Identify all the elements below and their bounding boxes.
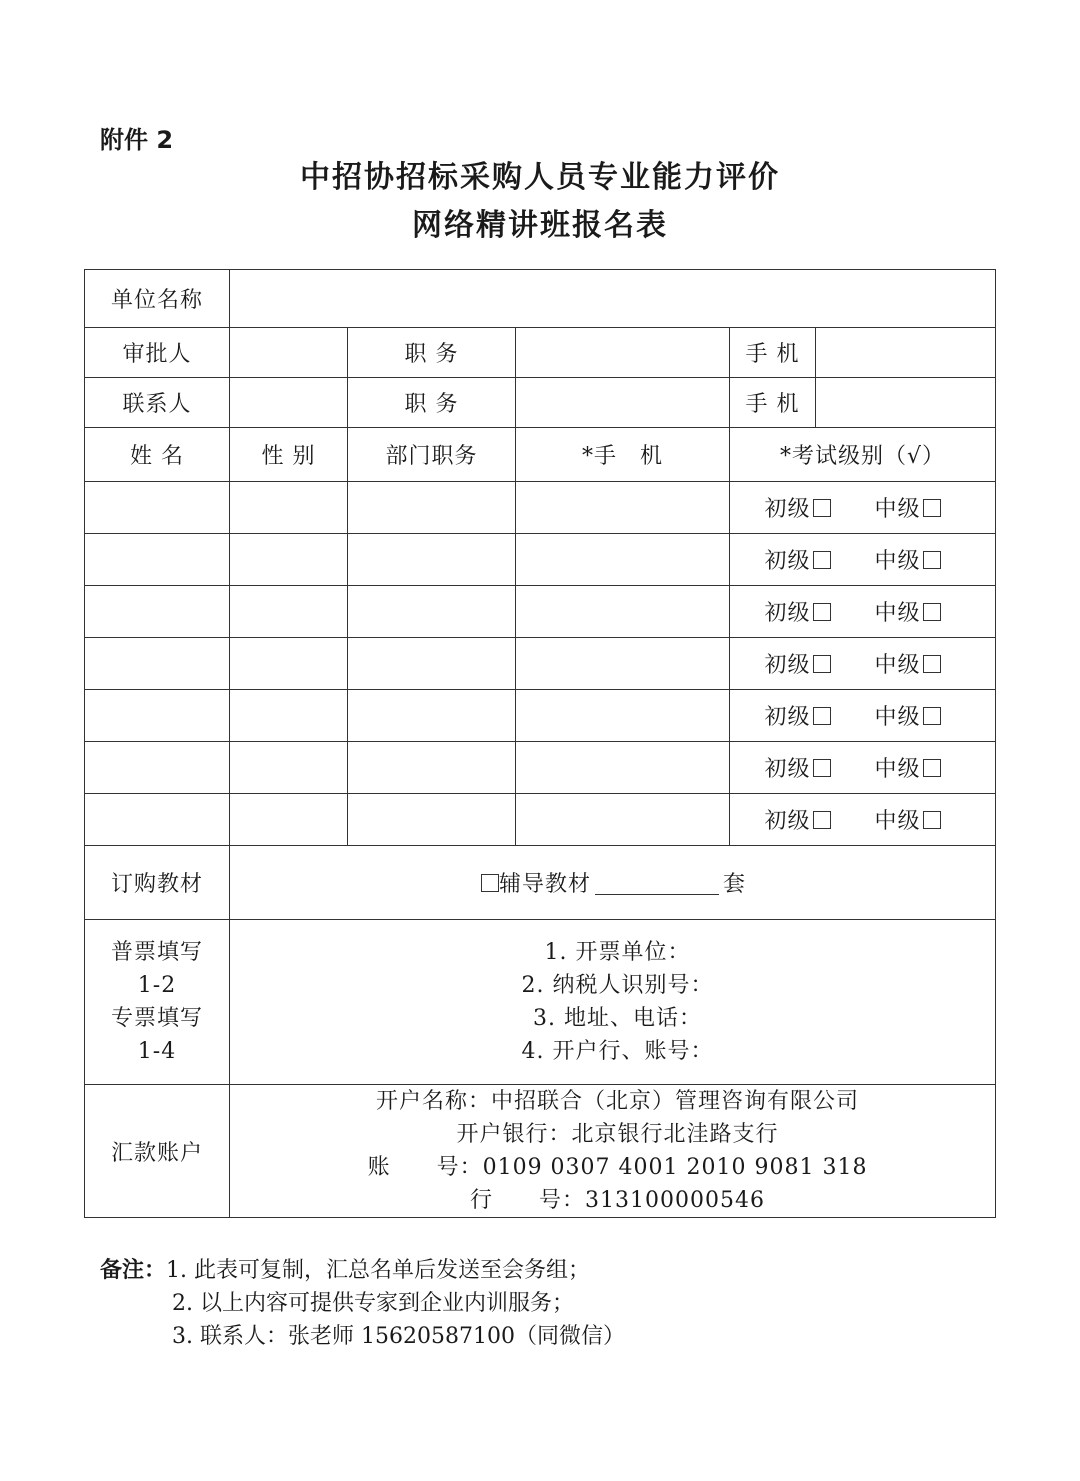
materials-item: 辅导教材 [499, 872, 592, 897]
participant-mobile-field[interactable] [516, 690, 730, 742]
participant-name-field[interactable] [85, 690, 230, 742]
invoice-label-line: 普票填写 [110, 940, 203, 965]
bank-code-label: 行 号： [470, 1188, 586, 1213]
notes [100, 1254, 625, 1353]
level-middle-label: 中级 [874, 653, 921, 678]
participant-mobile-field[interactable] [516, 534, 730, 586]
exam-level-options [730, 534, 996, 586]
note-item: 3. 联系人：张老师 15620587100（同微信） [172, 1324, 625, 1349]
level-middle-checkbox[interactable] [923, 811, 941, 829]
level-primary-option[interactable] [765, 492, 875, 523]
participant-gender-field[interactable] [230, 482, 348, 534]
level-middle-option[interactable] [875, 804, 961, 835]
invoice-item: 4. 开户行、账号： [521, 1039, 714, 1064]
exam-level-options [730, 482, 996, 534]
approver-position-label: 职 务 [348, 328, 516, 378]
participant-row [85, 482, 996, 534]
participant-row [85, 534, 996, 586]
invoice-label-line: 1-2 [137, 973, 177, 998]
header-mobile: *手 机 [516, 428, 730, 482]
participant-dept-position-field[interactable] [348, 534, 516, 586]
materials-cell [230, 846, 996, 920]
invoice-info-cell[interactable] [230, 920, 996, 1085]
account-bank: 开户银行：北京银行北洼路支行 [456, 1122, 779, 1147]
contact-label: 联系人 [85, 378, 230, 428]
exam-level-options [730, 690, 996, 742]
participant-gender-field[interactable] [230, 586, 348, 638]
participant-mobile-field[interactable] [516, 586, 730, 638]
attachment-label: 附件 2 [100, 126, 174, 154]
level-primary-checkbox[interactable] [813, 603, 831, 621]
invoice-item: 2. 纳税人识别号： [521, 973, 714, 998]
level-primary-checkbox[interactable] [813, 551, 831, 569]
invoice-label-line: 1-4 [137, 1039, 177, 1064]
level-primary-label: 初级 [764, 653, 811, 678]
invoice-item: 3. 地址、电话： [533, 1006, 703, 1031]
participant-gender-field[interactable] [230, 742, 348, 794]
participant-name-field[interactable] [85, 586, 230, 638]
note-item: 1. 此表可复制，汇总名单后发送至会务组； [166, 1258, 591, 1283]
header-name: 姓 名 [85, 428, 230, 482]
form-title-line-1: 中招协招标采购人员专业能力评价 [300, 160, 780, 195]
participant-gender-field[interactable] [230, 794, 348, 846]
level-primary-checkbox[interactable] [813, 499, 831, 517]
level-primary-option[interactable] [765, 804, 875, 835]
level-middle-checkbox[interactable] [923, 551, 941, 569]
participant-dept-position-field[interactable] [348, 794, 516, 846]
registration-form-table [84, 269, 996, 1218]
header-exam-level: *考试级别（√） [730, 428, 996, 482]
contact-field[interactable] [230, 378, 348, 428]
level-primary-checkbox[interactable] [813, 811, 831, 829]
materials-checkbox[interactable] [481, 874, 499, 892]
exam-level-options [730, 794, 996, 846]
level-primary-checkbox[interactable] [813, 707, 831, 725]
participant-row [85, 586, 996, 638]
level-middle-checkbox[interactable] [923, 655, 941, 673]
account-number-label: 账 号： [367, 1155, 483, 1180]
level-primary-checkbox[interactable] [813, 655, 831, 673]
level-middle-option[interactable] [875, 752, 961, 783]
level-middle-option[interactable] [875, 596, 961, 627]
approver-mobile-field[interactable] [816, 328, 996, 378]
note-line [100, 1254, 625, 1287]
level-primary-checkbox[interactable] [813, 759, 831, 777]
participant-mobile-field[interactable] [516, 482, 730, 534]
approver-mobile-label: 手 机 [730, 328, 816, 378]
level-middle-label: 中级 [874, 497, 921, 522]
remit-account-label: 汇款账户 [85, 1085, 230, 1218]
level-middle-label: 中级 [874, 705, 921, 730]
approver-field[interactable] [230, 328, 348, 378]
level-primary-label: 初级 [764, 705, 811, 730]
bank-code-line [240, 1184, 995, 1217]
level-middle-checkbox[interactable] [923, 707, 941, 725]
participant-name-field[interactable] [85, 638, 230, 690]
bank-code: 313100000546 [585, 1188, 766, 1213]
exam-level-options [730, 586, 996, 638]
invoice-label [85, 920, 230, 1085]
approver-position-field[interactable] [516, 328, 730, 378]
form-title-line-2: 网络精讲班报名表 [412, 208, 668, 243]
remit-account-cell [230, 1085, 996, 1218]
level-primary-label: 初级 [764, 497, 811, 522]
level-middle-label: 中级 [874, 809, 921, 834]
level-middle-label: 中级 [874, 549, 921, 574]
approver-label: 审批人 [85, 328, 230, 378]
level-middle-checkbox[interactable] [923, 759, 941, 777]
level-middle-checkbox[interactable] [923, 499, 941, 517]
level-middle-label: 中级 [874, 601, 921, 626]
materials-label: 订购教材 [85, 846, 230, 920]
level-primary-option[interactable] [765, 752, 875, 783]
materials-unit: 套 [723, 872, 747, 897]
contact-mobile-label: 手 机 [730, 378, 816, 428]
notes-label: 备注： [100, 1258, 167, 1283]
level-primary-option[interactable] [765, 700, 875, 731]
contact-position-label: 职 务 [348, 378, 516, 428]
note-item: 2. 以上内容可提供专家到企业内训服务； [172, 1291, 574, 1316]
participant-row [85, 794, 996, 846]
participant-gender-field[interactable] [230, 534, 348, 586]
account-name: 开户名称：中招联合（北京）管理咨询有限公司 [376, 1089, 860, 1114]
account-number-line [240, 1151, 995, 1184]
participant-mobile-field[interactable] [516, 742, 730, 794]
level-middle-option[interactable] [875, 648, 961, 679]
contact-position-field[interactable] [516, 378, 730, 428]
participant-dept-position-field[interactable] [348, 586, 516, 638]
contact-mobile-field[interactable] [816, 378, 996, 428]
participant-dept-position-field[interactable] [348, 482, 516, 534]
participant-rows [85, 482, 996, 846]
header-dept-position: 部门职务 [348, 428, 516, 482]
participant-name-field[interactable] [85, 794, 230, 846]
materials-quantity-line[interactable] [595, 894, 719, 895]
level-primary-label: 初级 [764, 809, 811, 834]
level-primary-label: 初级 [764, 549, 811, 574]
level-middle-option[interactable] [875, 544, 961, 575]
level-primary-option[interactable] [765, 596, 875, 627]
level-primary-label: 初级 [764, 757, 811, 782]
account-number: 0109 0307 4001 2010 9081 318 [482, 1155, 868, 1180]
participant-gender-field[interactable] [230, 690, 348, 742]
exam-level-options [730, 742, 996, 794]
level-middle-label: 中级 [874, 757, 921, 782]
participant-name-field[interactable] [85, 534, 230, 586]
level-primary-option[interactable] [765, 648, 875, 679]
invoice-label-line: 专票填写 [110, 1006, 203, 1031]
participant-dept-position-field[interactable] [348, 638, 516, 690]
participant-dept-position-field[interactable] [348, 690, 516, 742]
participant-row [85, 690, 996, 742]
unit-name-field[interactable] [230, 270, 996, 328]
level-primary-option[interactable] [765, 544, 875, 575]
participant-mobile-field[interactable] [516, 638, 730, 690]
participant-mobile-field[interactable] [516, 794, 730, 846]
participant-row [85, 638, 996, 690]
header-gender: 性 别 [230, 428, 348, 482]
invoice-item: 1. 开票单位： [544, 940, 691, 965]
participant-name-field[interactable] [85, 482, 230, 534]
participant-dept-position-field[interactable] [348, 742, 516, 794]
exam-level-options [730, 638, 996, 690]
participant-gender-field[interactable] [230, 638, 348, 690]
unit-name-label: 单位名称 [85, 270, 230, 328]
participant-row [85, 742, 996, 794]
level-middle-option[interactable] [875, 492, 961, 523]
participant-name-field[interactable] [85, 742, 230, 794]
level-middle-option[interactable] [875, 700, 961, 731]
level-primary-label: 初级 [764, 601, 811, 626]
level-middle-checkbox[interactable] [923, 603, 941, 621]
